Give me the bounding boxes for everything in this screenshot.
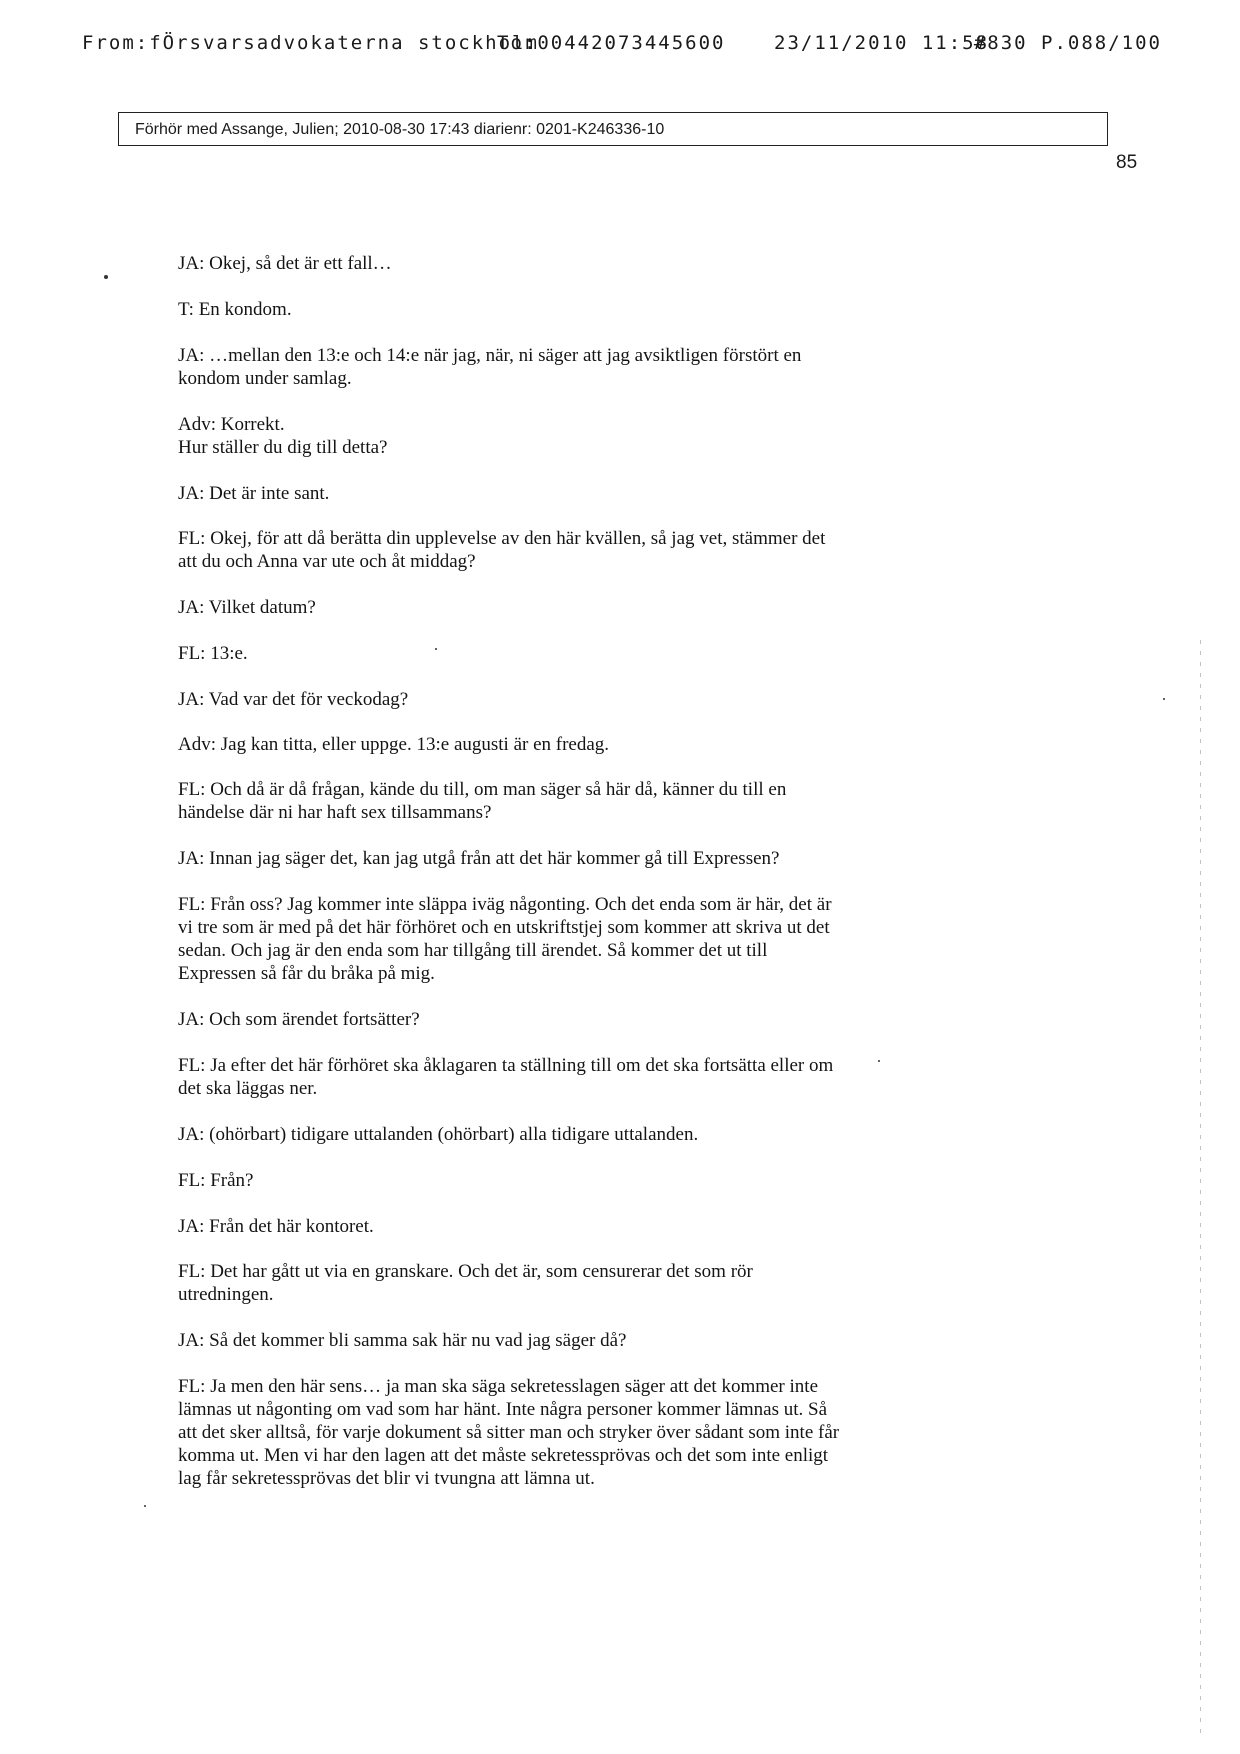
transcript-line: FL: Från? bbox=[178, 1170, 254, 1191]
transcript-line: JA: Från det här kontoret. bbox=[178, 1216, 374, 1237]
transcript-line: FL: Ja men den här sens… ja man ska säga sekretesslagen säger att det kommer inte lämnas ut någonting om vad som har hänt. Inte några personer kommer lämnas ut. Så att det sker alltså, för varje dokument så sitter man och stryker över sådant som inte får komma ut. Men vi har den lagen att det måste sekretessprövas och det som inte enligt lag får sekretessprövas det blir vi tvungna att lämna ut. bbox=[178, 1376, 840, 1489]
scan-speck bbox=[435, 648, 437, 650]
transcript-line: JA: Och som ärendet fortsätter? bbox=[178, 1009, 420, 1030]
transcript-line: JA: Vad var det för veckodag? bbox=[178, 689, 409, 710]
fax-datetime: 23/11/2010 11:58 bbox=[774, 32, 990, 54]
transcript-line: Adv: Jag kan titta, eller uppge. 13:e augusti är en fredag. bbox=[178, 734, 610, 755]
fax-page-ref: #830 P.088/100 bbox=[973, 32, 1162, 54]
transcript-line: T: En kondom. bbox=[178, 299, 292, 320]
transcript-line: FL: Det har gått ut via en granskare. Och det är, som censurerar det som rör utredningen. bbox=[178, 1261, 753, 1305]
transcript-line: JA: …mellan den 13:e och 14:e när jag, när, ni säger att jag avsiktligen förstört en kondom under samlag. bbox=[178, 345, 802, 389]
fax-from: From:fÖrsvarsadvokaterna stockholm bbox=[82, 32, 539, 54]
scan-edge-artifact bbox=[1200, 640, 1201, 1740]
transcript-line: FL: 13:e. bbox=[178, 643, 248, 664]
scan-speck bbox=[1163, 698, 1165, 700]
transcript-line: FL: Ja efter det här förhöret ska åklagaren ta ställning till om det ska fortsätta eller om det ska läggas ner. bbox=[178, 1055, 834, 1099]
transcript-line: JA: Vilket datum? bbox=[178, 597, 316, 618]
scan-speck bbox=[144, 1505, 146, 1507]
transcript bbox=[178, 252, 988, 1490]
transcript-line: JA: (ohörbart) tidigare uttalanden (ohörbart) alla tidigare uttalanden. bbox=[178, 1124, 699, 1145]
transcript-line: JA: Så det kommer bli samma sak här nu vad jag säger då? bbox=[178, 1330, 627, 1351]
transcript-line: JA: Det är inte sant. bbox=[178, 483, 330, 504]
transcript-line: JA: Innan jag säger det, kan jag utgå från att det här kommer gå till Expressen? bbox=[178, 848, 780, 869]
page-number: 85 bbox=[1116, 152, 1138, 173]
transcript-line: FL: Och då är då frågan, kände du till, om man säger så här då, känner du till en händelse där ni har haft sex tillsammans? bbox=[178, 779, 787, 823]
transcript-line: FL: Från oss? Jag kommer inte släppa iväg någonting. Och det enda som är här, det är vi tre som är med på det här förhöret och en utskriftstjej som kommer att skriva ut det sedan. Och jag är den enda som har tillgång till ärendet. Så kommer det ut till Expressen så får du bråka på mig. bbox=[178, 894, 832, 984]
scan-speck bbox=[878, 1060, 880, 1062]
document-title-box bbox=[118, 112, 1108, 146]
transcript-line: Adv: Korrekt. Hur ställer du dig till detta? bbox=[178, 414, 388, 458]
transcript-line: JA: Okej, så det är ett fall… bbox=[178, 253, 392, 274]
fax-header bbox=[82, 32, 1162, 60]
scan-speck bbox=[104, 275, 108, 279]
document-title: Förhör med Assange, Julien; 2010-08-30 17:43 diarienr: 0201-K246336-10 bbox=[135, 121, 665, 138]
fax-to: To:00442073445600 bbox=[497, 32, 726, 54]
transcript-line: FL: Okej, för att då berätta din upplevelse av den här kvällen, så jag vet, stämmer det att du och Anna var ute och åt middag? bbox=[178, 528, 826, 572]
